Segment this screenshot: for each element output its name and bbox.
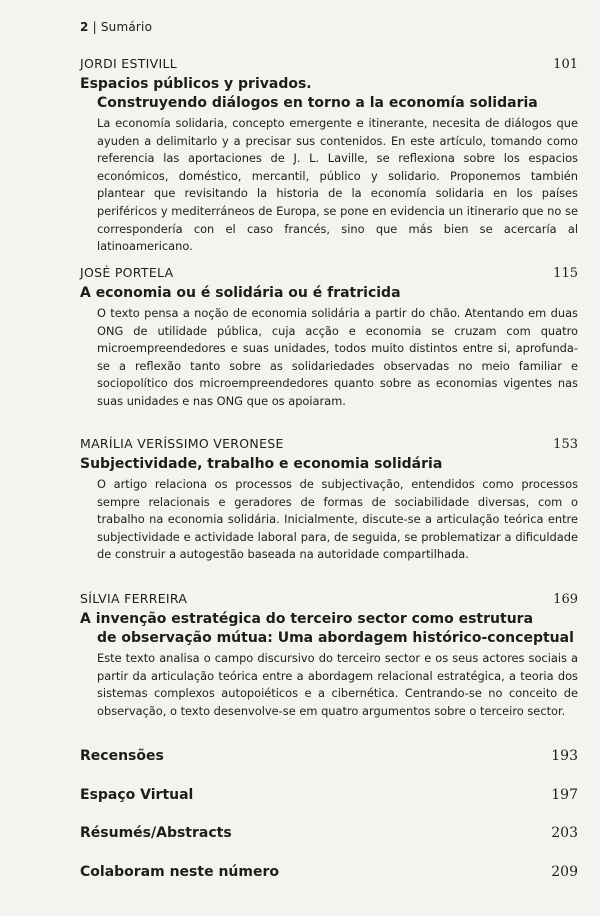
page-ref: 203 xyxy=(551,825,578,841)
section-label: Colaboram neste número xyxy=(80,864,279,880)
page-ref: 209 xyxy=(551,864,578,880)
page-ref: 169 xyxy=(553,592,578,607)
page-ref: 101 xyxy=(553,57,578,72)
page-number: 2 xyxy=(80,20,89,34)
running-head-label: Sumário xyxy=(100,20,153,34)
author-name: MARÍLIA VERÍSSIMO VERONESE xyxy=(80,436,284,451)
page-ref: 193 xyxy=(551,748,578,764)
article-abstract: O artigo relaciona os processos de subjectivação, entendidos como processos sempre relacionais e geradores de formas de sociabilidade diversas, com o trabalho na economia solidária. Inicialmente, discute-se a articulação teórica entre subjectividade e actividade laboral para, de seguida, se problematizar a dificuldade de construir a autogestão baseada na autoridade compartilhada. xyxy=(97,477,578,562)
page-ref: 115 xyxy=(553,266,578,281)
author-name: JORDI ESTIVILL xyxy=(80,56,178,71)
toc-section xyxy=(80,864,578,880)
toc-section xyxy=(80,748,578,764)
toc-entry xyxy=(80,591,578,720)
article-title xyxy=(80,75,578,113)
article-title xyxy=(80,455,578,474)
title-line: Espacios públicos y privados. xyxy=(80,76,312,92)
author-name: JOSÉ PORTELA xyxy=(80,265,174,280)
article-title xyxy=(80,610,578,648)
running-head xyxy=(80,20,152,34)
title-line: Construyendo diálogos en torno a la economía solidaria xyxy=(97,95,538,111)
title-line: Subjectividade, trabalho e economia solidária xyxy=(80,456,443,472)
running-head-separator: | xyxy=(92,20,97,34)
article-abstract: O texto pensa a noção de economia solidária a partir do chão. Atentando em duas ONG de utilidade pública, cuja acção e economia se cruzam com quatro microempreendedores e suas unidades, todos muito distintos entre si, aprofunda-se a reflexão tanto sobre as solidariedades observadas no meio familiar e sociopolítico dos microempreendedores quanto sobre as economias vigentes nas suas unidades e nas ONG que os apoiaram. xyxy=(97,306,578,408)
page-ref: 197 xyxy=(551,787,578,803)
author-name: SÍLVIA FERREIRA xyxy=(80,591,188,606)
section-label: Espaço Virtual xyxy=(80,787,194,803)
toc-section xyxy=(80,787,578,803)
title-line: A economia ou é solidária ou é fratricida xyxy=(80,285,401,301)
toc-entry xyxy=(80,436,578,564)
toc-entry xyxy=(80,265,578,411)
title-line: A invenção estratégica do terceiro sector como estrutura xyxy=(80,611,534,627)
article-abstract: La economía solidaria, concepto emergente e itinerante, necesita de diálogos que ayuden a delimitarlo y a precisar sus contenidos. En este artículo, tomando como referencia las aportaciones de J. L. Laville, se reflexiona sobre los espacios económicos, doméstico, mercantil, público y solidario. Proponemos también plantear que revisitando la historia de la economía solidaria en los países periféricos y mediterráneos de Europa, se pone en evidencia un itinerario que no se correspondería con el caso francés, sino que más bien se acercaría al latinoamericano. xyxy=(97,116,578,254)
page-ref: 153 xyxy=(553,437,578,452)
section-label: Résumés/Abstracts xyxy=(80,825,232,841)
title-line: de observação mútua: Uma abordagem histórico-conceptual xyxy=(97,630,574,646)
article-abstract: Este texto analisa o campo discursivo do terceiro sector e os seus actores sociais a partir da articulação teórica entre a abordagem relacional estratégica, a teoria dos sistemas complexos autopoiéticos e a cibernética. Centrando-se no conceito de observação, o texto desenvolve-se em quatro argumentos sobre o terceiro sector. xyxy=(97,651,578,718)
section-label: Recensões xyxy=(80,748,164,764)
article-title xyxy=(80,284,578,303)
toc-section xyxy=(80,825,578,841)
toc-entry xyxy=(80,56,578,256)
